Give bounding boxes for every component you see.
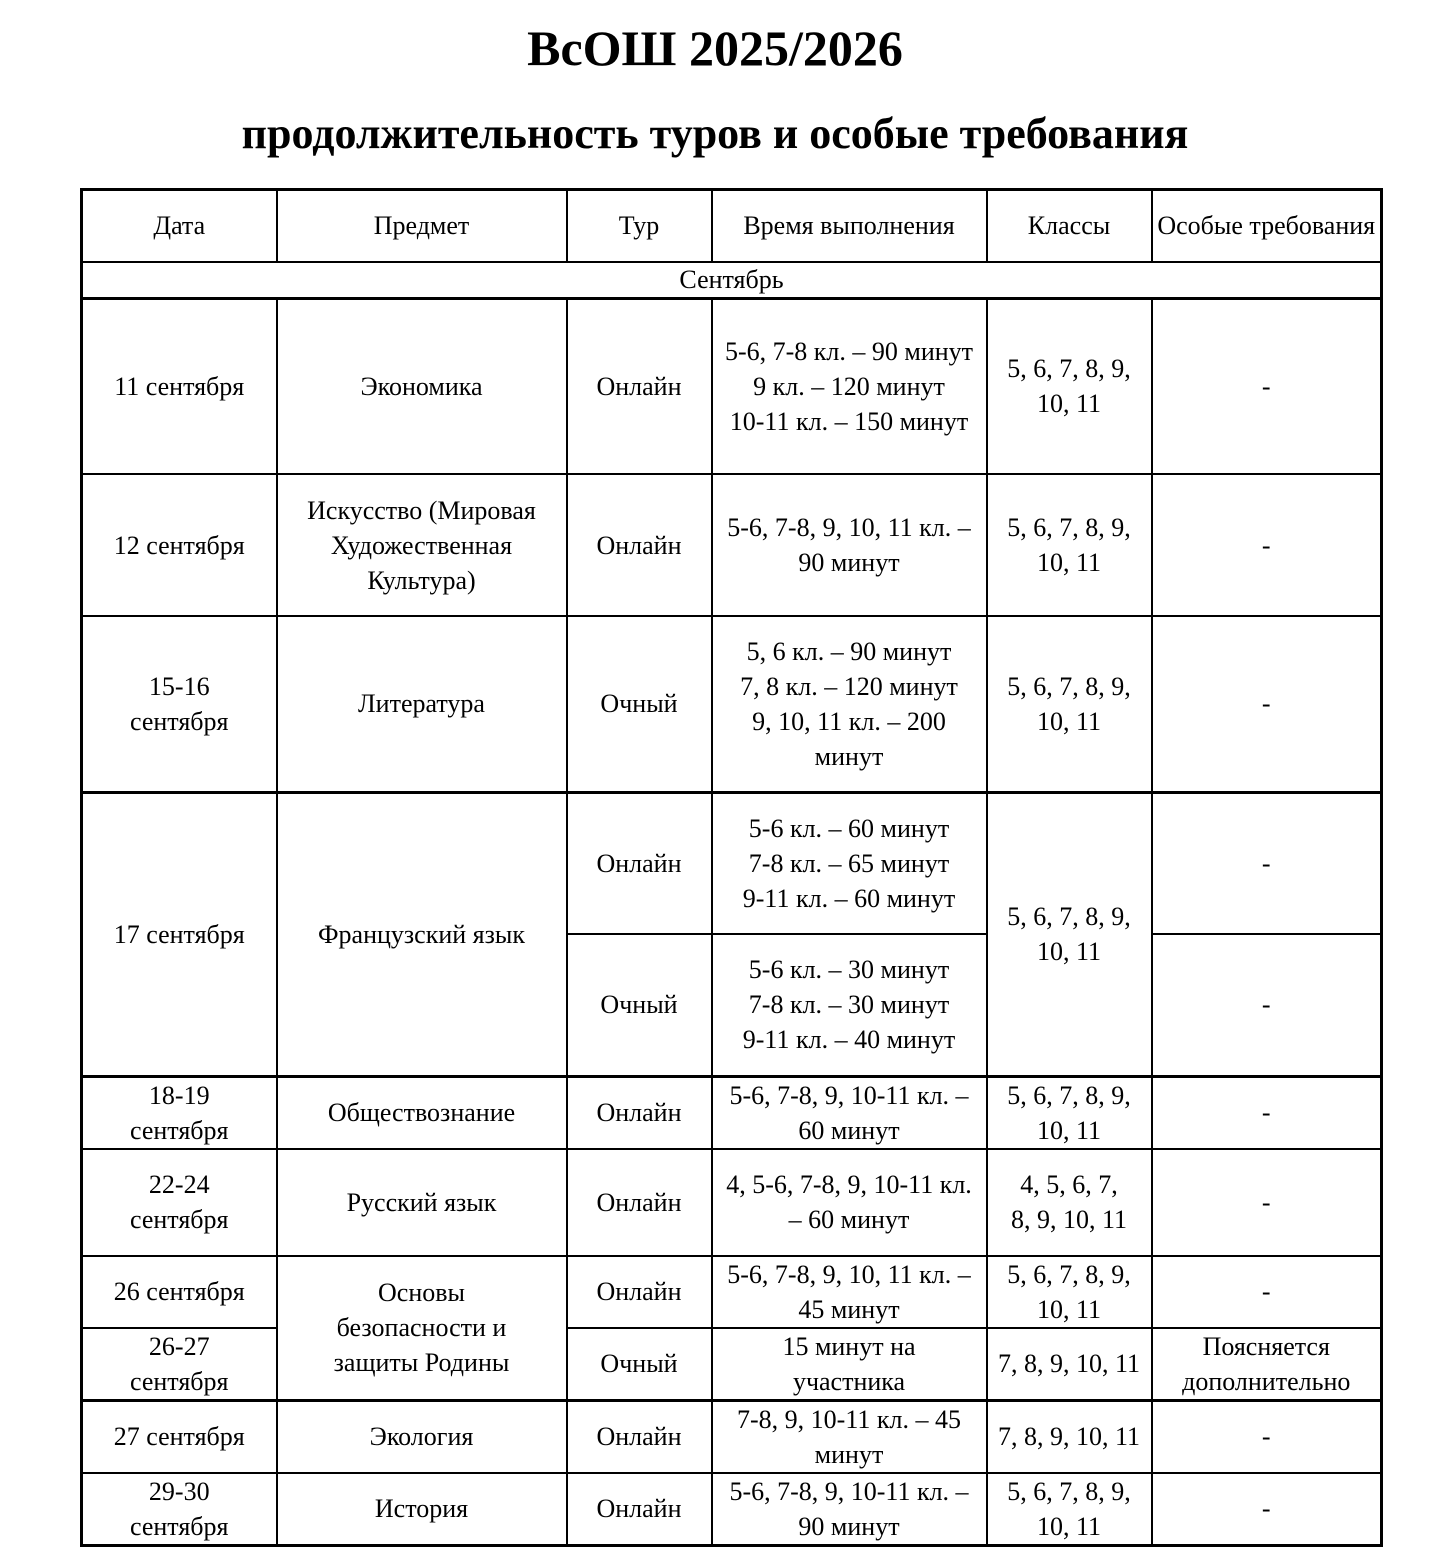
grades-cell: 7, 8, 9, 10, 11: [987, 1400, 1152, 1473]
subject-cell: Русский язык: [277, 1149, 567, 1256]
header-grades: Классы: [987, 190, 1152, 262]
grades-cell: 5, 6, 7, 8, 9, 10, 11: [987, 1076, 1152, 1149]
table-row: [82, 1149, 1382, 1256]
time-cell: 5-6, 7-8, 9, 10-11 кл. – 60 минут: [712, 1076, 987, 1149]
tour-cell: Онлайн: [567, 1400, 712, 1473]
requirements-cell: -: [1152, 1256, 1382, 1328]
grades-cell: 5, 6, 7, 8, 9, 10, 11: [987, 298, 1152, 474]
date-cell: 22-24 сентября: [82, 1149, 277, 1256]
grades-cell: 5, 6, 7, 8, 9, 10, 11: [987, 792, 1152, 1076]
time-cell: 5-6, 7-8, 9, 10, 11 кл. – 90 минут: [712, 474, 987, 616]
tour-cell: Онлайн: [567, 298, 712, 474]
date-cell: 27 сентября: [82, 1400, 277, 1473]
subject-cell: История: [277, 1473, 567, 1546]
requirements-cell: -: [1152, 298, 1382, 474]
subject-cell: Французский язык: [277, 792, 567, 1076]
month-row: [82, 262, 1382, 299]
table-row: [82, 298, 1382, 474]
requirements-cell: -: [1152, 1149, 1382, 1256]
time-cell: 5-6, 7-8, 9, 10-11 кл. – 90 минут: [712, 1473, 987, 1546]
document-title: ВсОШ 2025/2026: [527, 20, 903, 76]
subject-cell: Экономика: [277, 298, 567, 474]
date-cell: 11 сентября: [82, 298, 277, 474]
tour-cell: Онлайн: [567, 1076, 712, 1149]
time-cell: 5, 6 кл. – 90 минут 7, 8 кл. – 120 минут 9, 10, 11 кл. – 200 минут: [712, 616, 987, 792]
subject-cell: Экология: [277, 1400, 567, 1473]
grades-cell: 5, 6, 7, 8, 9, 10, 11: [987, 1256, 1152, 1328]
date-cell: 12 сентября: [82, 474, 277, 616]
table-row: [82, 474, 1382, 616]
header-requirements: Особые требования: [1152, 190, 1382, 262]
requirements-cell: -: [1152, 792, 1382, 934]
tour-cell: Онлайн: [567, 1473, 712, 1546]
time-cell: 7-8, 9, 10-11 кл. – 45 минут: [712, 1400, 987, 1473]
header-tour: Тур: [567, 190, 712, 262]
requirements-cell: -: [1152, 1076, 1382, 1149]
document-subtitle: продолжительность туров и особые требования: [241, 109, 1189, 158]
table-row: [82, 1076, 1382, 1149]
requirements-cell: Поясняется дополнительно: [1152, 1328, 1382, 1401]
grades-cell: 5, 6, 7, 8, 9, 10, 11: [987, 474, 1152, 616]
subject-cell: Искусство (Мировая Художественная Культура): [277, 474, 567, 616]
subject-cell: Обществознание: [277, 1076, 567, 1149]
date-cell: 18-19 сентября: [82, 1076, 277, 1149]
table-row: [82, 1256, 1382, 1328]
table-row: [82, 1400, 1382, 1473]
tour-cell: Очный: [567, 616, 712, 792]
requirements-cell: -: [1152, 934, 1382, 1076]
month-label: Сентябрь: [82, 262, 1382, 299]
header-row: [82, 190, 1382, 262]
tour-cell: Онлайн: [567, 1149, 712, 1256]
date-cell: 26 сентября: [82, 1256, 277, 1328]
header-time: Время выполнения: [712, 190, 987, 262]
requirements-cell: -: [1152, 1473, 1382, 1546]
tour-cell: Онлайн: [567, 474, 712, 616]
tour-cell: Онлайн: [567, 792, 712, 934]
subject-cell: Литература: [277, 616, 567, 792]
table-row: [82, 792, 1382, 934]
subject-cell: Основы безопасности и защиты Родины: [277, 1256, 567, 1401]
table-row: [82, 616, 1382, 792]
requirements-cell: -: [1152, 616, 1382, 792]
date-cell: 29-30 сентября: [82, 1473, 277, 1546]
time-cell: 5-6, 7-8, 9, 10, 11 кл. – 45 минут: [712, 1256, 987, 1328]
date-cell: 15-16 сентября: [82, 616, 277, 792]
schedule-table: [80, 188, 1383, 1547]
time-cell: 4, 5-6, 7-8, 9, 10-11 кл. – 60 минут: [712, 1149, 987, 1256]
grades-cell: 5, 6, 7, 8, 9, 10, 11: [987, 616, 1152, 792]
requirements-cell: -: [1152, 1400, 1382, 1473]
header-date: Дата: [82, 190, 277, 262]
time-cell: 5-6 кл. – 60 минут 7-8 кл. – 65 минут 9-11 кл. – 60 минут: [712, 792, 987, 934]
date-cell: 26-27 сентября: [82, 1328, 277, 1401]
time-cell: 5-6, 7-8 кл. – 90 минут 9 кл. – 120 минут 10-11 кл. – 150 минут: [712, 298, 987, 474]
grades-cell: 4, 5, 6, 7, 8, 9, 10, 11: [987, 1149, 1152, 1256]
tour-cell: Очный: [567, 934, 712, 1076]
requirements-cell: -: [1152, 474, 1382, 616]
grades-cell: 5, 6, 7, 8, 9, 10, 11: [987, 1473, 1152, 1546]
tour-cell: Очный: [567, 1328, 712, 1401]
table-row: [82, 1473, 1382, 1546]
tour-cell: Онлайн: [567, 1256, 712, 1328]
header-subject: Предмет: [277, 190, 567, 262]
grades-cell: 7, 8, 9, 10, 11: [987, 1328, 1152, 1401]
time-cell: 15 минут на участника: [712, 1328, 987, 1401]
time-cell: 5-6 кл. – 30 минут 7-8 кл. – 30 минут 9-11 кл. – 40 минут: [712, 934, 987, 1076]
date-cell: 17 сентября: [82, 792, 277, 1076]
